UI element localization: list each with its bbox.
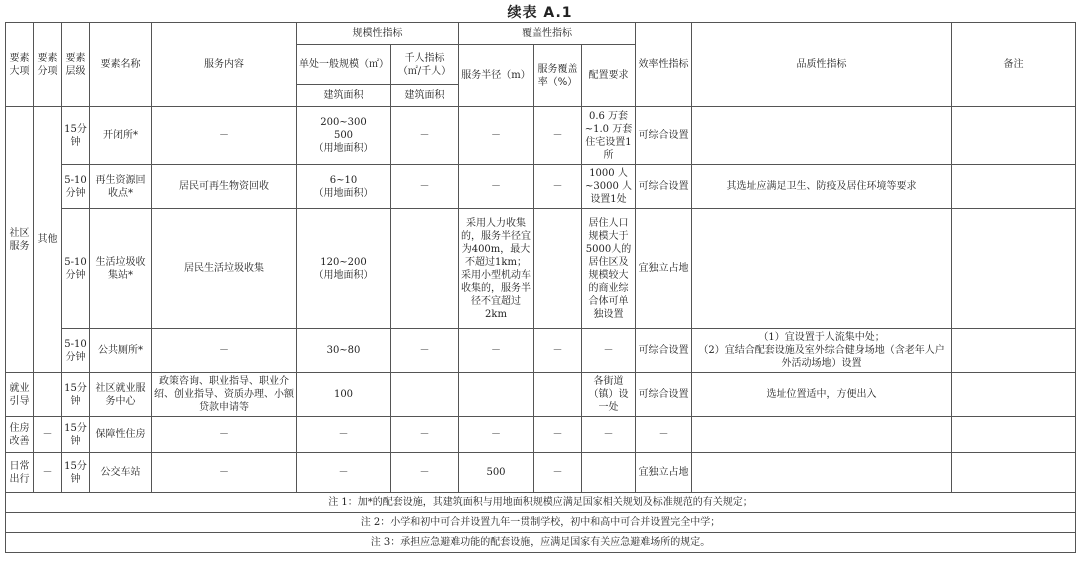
- cell-service: －: [152, 329, 297, 373]
- table-row: [6, 329, 1076, 373]
- cell-coverage: [534, 373, 582, 417]
- cell-scale: 30~80: [297, 329, 391, 373]
- header-coverage-rate: 服务覆盖率（%）: [534, 45, 582, 107]
- cell-quality: 选址位置适中，方便出入: [692, 373, 952, 417]
- table-note-row: [6, 493, 1076, 513]
- cell-config: 各街道（镇）设一处: [582, 373, 636, 417]
- cell-name: 开闭所*: [90, 107, 152, 165]
- header-single-scale: 单处一般规模（㎡）: [297, 45, 391, 85]
- table-note-row: [6, 533, 1076, 553]
- header-config: 配置要求: [582, 45, 636, 107]
- cell-scale: 100: [297, 373, 391, 417]
- cell-name: 社区就业服务中心: [90, 373, 152, 417]
- group-employment: 就业引导: [6, 373, 34, 417]
- cell-quality: [692, 417, 952, 453]
- cell-radius: －: [459, 107, 534, 165]
- note-1: 注 1：加*的配套设施，其建筑面积与用地面积规模应满足国家相关规划及标准规范的有关规定；: [6, 493, 1076, 513]
- cell-radius: －: [459, 165, 534, 209]
- cell-per-thousand: [391, 209, 459, 329]
- cell-efficiency: 可综合设置: [636, 373, 692, 417]
- cell-efficiency: 宜独立占地: [636, 453, 692, 493]
- cell-per-thousand: －: [391, 453, 459, 493]
- cell-config: －: [582, 329, 636, 373]
- cell-scale: 120~200 （用地面积）: [297, 209, 391, 329]
- header-quality: 品质性指标: [692, 23, 952, 107]
- table-note-row: [6, 513, 1076, 533]
- header-scale-group: 规模性指标: [297, 23, 459, 45]
- cell-quality: [692, 209, 952, 329]
- cell-remark: [952, 107, 1076, 165]
- cell-name: 公共厕所*: [90, 329, 152, 373]
- cell-config: 居住人口规模大于5000人的居住区及规模较大的商业综合体可单独设置: [582, 209, 636, 329]
- header-coverage-group: 覆盖性指标: [459, 23, 636, 45]
- cell-name: 保障性住房: [90, 417, 152, 453]
- cell-quality: （1）宜设置于人流集中处； （2）宜结合配套设施及室外综合健身场地（含老年人户外活动场地）设置: [692, 329, 952, 373]
- cell-quality: 其选址应满足卫生、防疫及居住环境等要求: [692, 165, 952, 209]
- cell-radius: 采用人力收集的，服务半径宜为400m，最大不超过1km；采用小型机动车收集的，服务半径不宜超过2km: [459, 209, 534, 329]
- cell-config: －: [582, 417, 636, 453]
- header-category: 要素大项: [6, 23, 34, 107]
- cell-name: 公交车站: [90, 453, 152, 493]
- cell-name: 生活垃圾收集站*: [90, 209, 152, 329]
- cell-service: 居民可再生物资回收: [152, 165, 297, 209]
- group-travel: 日常出行: [6, 453, 34, 493]
- cell-efficiency: －: [636, 417, 692, 453]
- cell-radius: [459, 373, 534, 417]
- cell-efficiency: 宜独立占地: [636, 209, 692, 329]
- cell-level: 15分钟: [62, 107, 90, 165]
- cell-service: 居民生活垃圾收集: [152, 209, 297, 329]
- cell-service: 政策咨询、职业指导、职业介绍、创业指导、资质办理、小额贷款申请等: [152, 373, 297, 417]
- table-row: [6, 107, 1076, 165]
- cell-remark: [952, 373, 1076, 417]
- cell-remark: [952, 209, 1076, 329]
- table-row: [6, 453, 1076, 493]
- cell-quality: [692, 107, 952, 165]
- cell-service: －: [152, 453, 297, 493]
- cell-radius: －: [459, 417, 534, 453]
- cell-config: 0.6 万套~1.0 万套住宅设置1所: [582, 107, 636, 165]
- cell-service: －: [152, 417, 297, 453]
- cell-dash: －: [34, 453, 62, 493]
- cell-scale: 6~10 （用地面积）: [297, 165, 391, 209]
- table-title: 续表 A.1: [507, 5, 573, 21]
- cell-per-thousand: －: [391, 417, 459, 453]
- cell-radius: 500: [459, 453, 534, 493]
- group-other: 其他: [34, 107, 62, 373]
- header-radius: 服务半径（m）: [459, 45, 534, 107]
- header-per-thousand: 千人指标（㎡/千人）: [391, 45, 459, 85]
- group-community-service: 社区服务: [6, 107, 34, 373]
- cell-coverage: －: [534, 417, 582, 453]
- cell-remark: [952, 165, 1076, 209]
- cell-scale: －: [297, 417, 391, 453]
- cell-service: －: [152, 107, 297, 165]
- header-service: 服务内容: [152, 23, 297, 107]
- cell-level: 5-10分钟: [62, 329, 90, 373]
- standards-table: [5, 22, 1076, 553]
- note-3: 注 3：承担应急避难功能的配套设施，应满足国家有关应急避难场所的规定。: [6, 533, 1076, 553]
- cell-per-thousand: [391, 373, 459, 417]
- cell-efficiency: 可综合设置: [636, 107, 692, 165]
- cell-remark: [952, 417, 1076, 453]
- cell-per-thousand: －: [391, 165, 459, 209]
- cell-config: [582, 453, 636, 493]
- header-area-label: 建筑面积: [297, 85, 391, 107]
- cell-level: 15分钟: [62, 373, 90, 417]
- cell-scale: －: [297, 453, 391, 493]
- header-name: 要素名称: [90, 23, 152, 107]
- cell-level: 5-10分钟: [62, 209, 90, 329]
- header-subcategory: 要素分项: [34, 23, 62, 107]
- header-area-label: 建筑面积: [391, 85, 459, 107]
- table-row: [6, 373, 1076, 417]
- cell-coverage: [534, 209, 582, 329]
- table-row: [6, 165, 1076, 209]
- cell-remark: [952, 453, 1076, 493]
- header-efficiency: 效率性指标: [636, 23, 692, 107]
- table-row: [6, 209, 1076, 329]
- cell-level: 15分钟: [62, 417, 90, 453]
- header-remark: 备注: [952, 23, 1076, 107]
- cell-blank: [34, 373, 62, 417]
- cell-scale: 200~300 500 （用地面积）: [297, 107, 391, 165]
- cell-coverage: －: [534, 107, 582, 165]
- cell-config: 1000 人~3000 人设置1处: [582, 165, 636, 209]
- cell-remark: [952, 329, 1076, 373]
- table-row: [6, 417, 1076, 453]
- cell-per-thousand: －: [391, 329, 459, 373]
- cell-coverage: －: [534, 165, 582, 209]
- cell-coverage: －: [534, 453, 582, 493]
- note-2: 注 2：小学和初中可合并设置九年一贯制学校，初中和高中可合并设置完全中学；: [6, 513, 1076, 533]
- cell-radius: －: [459, 329, 534, 373]
- cell-level: 15分钟: [62, 453, 90, 493]
- cell-dash: －: [34, 417, 62, 453]
- cell-level: 5-10分钟: [62, 165, 90, 209]
- group-housing: 住房改善: [6, 417, 34, 453]
- cell-name: 再生资源回收点*: [90, 165, 152, 209]
- cell-efficiency: 可综合设置: [636, 329, 692, 373]
- cell-coverage: －: [534, 329, 582, 373]
- cell-quality: [692, 453, 952, 493]
- cell-efficiency: 可综合设置: [636, 165, 692, 209]
- cell-per-thousand: －: [391, 107, 459, 165]
- header-level: 要素层级: [62, 23, 90, 107]
